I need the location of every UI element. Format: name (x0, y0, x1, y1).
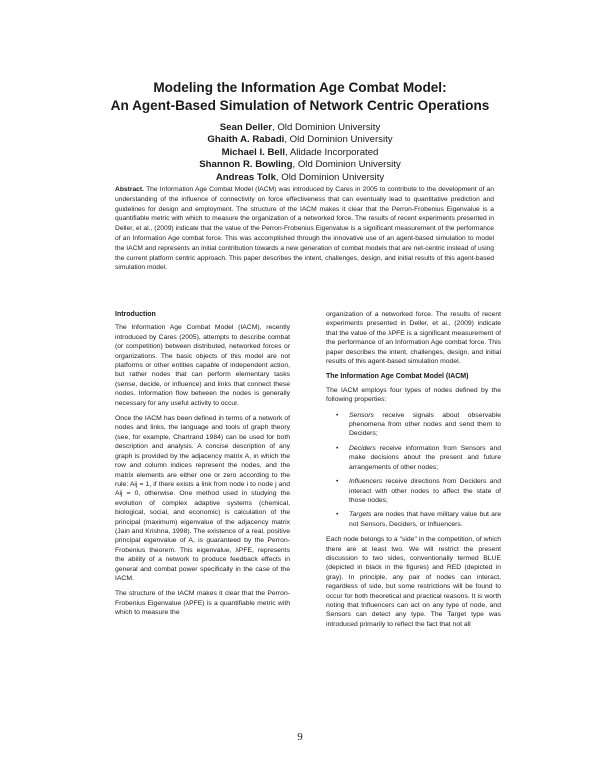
node-type-list (326, 411, 501, 529)
list-item (336, 411, 501, 439)
author-name: Ghaith A. Rabadi (207, 134, 285, 146)
author-list (0, 122, 600, 184)
author-name: Andreas Tolk (215, 171, 276, 183)
body-paragraph: organization of a networked force. The results of recent experiments presented in Deller, et al., (2009) indicate that the value of the λPFE is a significant measurement of the performance of an Information Age combat force. This paper describes the intent, challenges, design, and initial results of this agent-based simulation model. (326, 311, 501, 366)
author-entry (0, 147, 600, 159)
node-type-definition: receive signals about observable phenomena from other nodes and send them to Deciders; (349, 411, 501, 438)
body-paragraph: The IACM employs four types of nodes defined by the following properties: (326, 386, 501, 404)
body-paragraph: Each node belongs to a "side" in the competition, of which there are at least two. We will restrict the present discussion to two sides, conventionally termed BLUE (depicted in black in the figures) and RED (depicted in gray). In principle, any pair of nodes can interact, regardless of side, but some restrictions will be found to occur for both theoretical and practical reasons. It is worth noting that Influencers can act on any type of node, and Sensors can detect any type. The Target type was introduced primarily to reflect the fact that not all (326, 536, 501, 628)
node-type-definition: receive information from Sensors and make decisions about the present and future arrangements of other nodes; (349, 444, 501, 471)
author-entry (0, 159, 600, 171)
author-affiliation: , Old Dominion University (275, 171, 385, 183)
left-column (115, 310, 290, 624)
body-paragraph: The structure of the IACM makes it clear that the Perron-Frobenius Eigenvalue (λPFE) is a quantifiable metric with which to measure the (115, 590, 290, 617)
author-affiliation: , Alidade Incorporated (285, 146, 379, 158)
author-affiliation: , Old Dominion University (284, 134, 393, 146)
author-affiliation: , Old Dominion University (272, 122, 381, 133)
node-type-term: Sensors (349, 411, 374, 419)
node-type-definition: are nodes that have military value but are not Sensors, Deciders, or Influencers. (349, 511, 501, 528)
paper-title (0, 79, 600, 115)
abstract (115, 185, 494, 273)
author-entry (0, 122, 600, 134)
author-entry (0, 172, 600, 184)
body-paragraph: Once the IACM has been defined in terms of a network of nodes and links, the language and tools of graph theory (see, for example, Chartrand 1984) can be used for both description and analysis. A concise description of any graph is provided by the adjacency matrix A, in which the row and column indices represent the nodes, and the matrix elements are either one or zero according to the rule: Aij = 1, if there exists a link from node i to node j and Aij = 0, otherwise. One method used in studying the evolution of complex adaptive systems (chemical, biological, social, and economic) is calculation of the principal (maximum) eigenvalue of the adjacency matrix (Jain and Krishna, 1998). The existence of a real, positive principal eigenvalue of A, is guaranteed by the Perron-Frobenius theorem. This eigenvalue, λPFE, represents the ability of a network to produce feedback effects in general and combat power specifically in the case of the IACM. (115, 415, 290, 582)
body-paragraph: The Information Age Combat Model (IACM), recently introduced by Cares (2005), attempts to describe combat (or competition) between distributed, networked forces or organizations. The basic objects of this model are not platforms or other entities capable of independent action, but rather nodes that can perform elementary tasks (sense, decide, or influence) and links that connect these nodes. Information flow between the nodes is generally necessary for any useful activity to occur. (115, 324, 290, 407)
author-entry (0, 134, 600, 146)
node-type-definition: receive directions from Deciders and interact with other nodes to affect the state of those nodes; (349, 478, 501, 504)
list-item (336, 510, 501, 529)
page-number: 9 (297, 731, 303, 743)
section-heading-iacm: The Information Age Combat Model (IACM) (326, 373, 469, 381)
abstract-text: The Information Age Combat Model (IACM) was introduced by Cares in 2005 to contribute to the development of an understanding of the influence of connectivity on force effectiveness that can eventually lead to quantitative prediction and guidelines for design and employment. The structure of the IACM makes it clear that the Perron-Frobenius Eigenvalue is a quantifiable metric with which to measure the organization of a networked force. The results of recent experiments presented in Deller, et al., (2009) indicate that the value of the Perron-Frobenius Eigenvalue is a significant measurement of the performance of an Information Age combat force. This was accomplished through the innovative use of an agent-based simulation to model the IACM and represents an initial contribution towards a new generation of combat models that are net-centric instead of using the current platform centric approach. This paper describes the intent, challenges, design, and initial results of this agent-based simulation model. (115, 186, 494, 272)
title-line-1: Modeling the Information Age Combat Model: (153, 80, 447, 95)
author-affiliation: , Old Dominion University (292, 159, 401, 171)
node-type-term: Deciders (349, 444, 376, 452)
right-column (326, 310, 501, 635)
node-type-term: Influencers (349, 478, 383, 486)
section-heading-introduction: Introduction (115, 311, 156, 318)
author-name: Shannon R. Bowling (199, 159, 293, 171)
abstract-label: Abstract. (115, 186, 144, 193)
list-item (336, 477, 501, 505)
author-name: Michael I. Bell (221, 146, 286, 158)
title-line-2: An Agent-Based Simulation of Network Centric Operations (110, 98, 490, 113)
list-item (336, 444, 501, 472)
node-type-term: Targets (349, 511, 372, 519)
author-name: Sean Deller (219, 122, 273, 133)
